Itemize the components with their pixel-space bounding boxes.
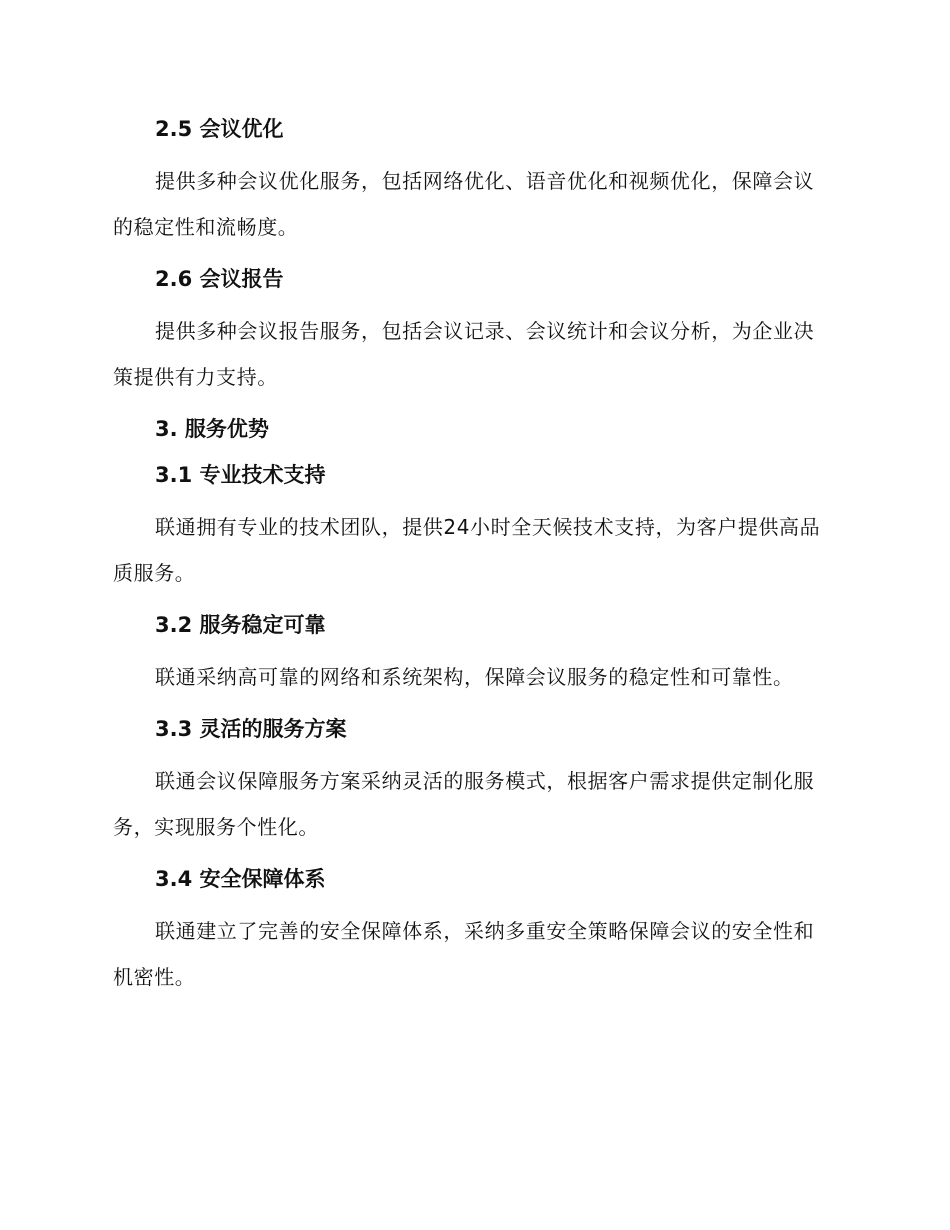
section-paragraph-3-4: 联通建立了完善的安全保障体系，采纳多重安全策略保障会议的安全性和机密性。 — [113, 919, 815, 989]
section-paragraph-3-2: 联通采纳高可靠的网络和系统架构，保障会议服务的稳定性和可靠性。 — [155, 665, 794, 689]
section-paragraph-3-3: 联通会议保障服务方案采纳灵活的服务模式，根据客户需求提供定制化服务，实现服务个性化。 — [113, 769, 815, 839]
section-heading-2-5: 2.5 会议优化 — [155, 117, 284, 141]
section-heading-2-6: 2.6 会议报告 — [155, 267, 284, 291]
section-heading-3-2: 3.2 服务稳定可靠 — [155, 613, 326, 637]
document-body — [113, 112, 833, 1000]
section-heading-3-1: 3.1 专业技术支持 — [155, 463, 326, 487]
section-heading-3: 3. 服务优势 — [155, 417, 269, 441]
section-paragraph-2-5: 提供多种会议优化服务，包括网络优化、语音优化和视频优化，保障会议的稳定性和流畅度。 — [113, 169, 815, 239]
section-paragraph-3-1: 联通拥有专业的技术团队，提供24小时全天候技术支持，为客户提供高品质服务。 — [113, 515, 821, 585]
section-heading-3-3: 3.3 灵活的服务方案 — [155, 717, 347, 741]
section-heading-3-4: 3.4 安全保障体系 — [155, 867, 326, 891]
section-paragraph-2-6: 提供多种会议报告服务，包括会议记录、会议统计和会议分析，为企业决策提供有力支持。 — [113, 319, 815, 389]
